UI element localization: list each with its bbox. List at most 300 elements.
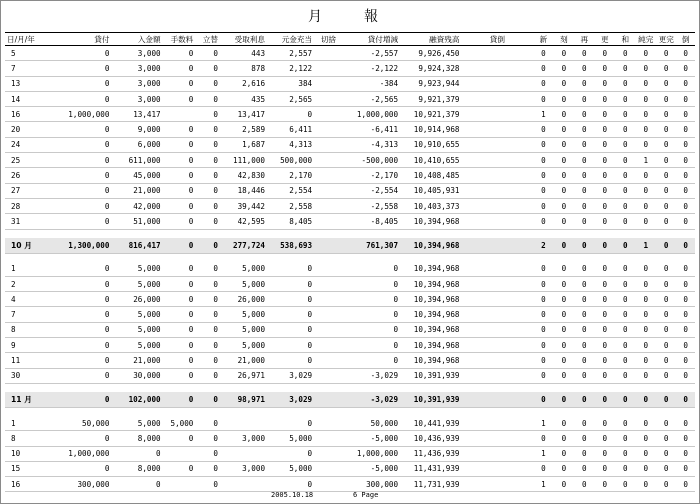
value-cell: 611,000 xyxy=(111,153,162,168)
value-cell: 0 xyxy=(195,353,220,368)
value-cell xyxy=(462,238,534,254)
value-cell: 0 xyxy=(615,353,635,368)
value-cell: 0 xyxy=(676,91,695,106)
date-cell: 10 月 xyxy=(5,238,60,254)
value-cell: 2,589 xyxy=(220,122,267,137)
value-cell: 21,000 xyxy=(111,353,162,368)
value-cell: 10,403,373 xyxy=(400,198,461,213)
value-cell: 0 xyxy=(574,183,594,198)
value-cell: -2,565 xyxy=(343,91,400,106)
value-cell: 0 xyxy=(533,46,553,61)
table-row xyxy=(5,122,695,137)
value-cell: 0 xyxy=(656,292,676,307)
value-cell: 0 xyxy=(615,91,635,106)
month-total-row xyxy=(5,238,695,254)
value-cell xyxy=(462,461,534,476)
value-cell xyxy=(314,61,343,76)
value-cell: 3,029 xyxy=(267,368,314,383)
value-cell: 0 xyxy=(533,198,553,213)
table-row xyxy=(5,107,695,122)
value-cell: 0 xyxy=(636,307,656,322)
value-cell: 0 xyxy=(195,368,220,383)
value-cell: 0 xyxy=(676,183,695,198)
value-cell: 0 xyxy=(595,338,615,353)
value-cell: 0 xyxy=(195,153,220,168)
value-cell: 0 xyxy=(267,446,314,461)
value-cell: 384 xyxy=(267,76,314,91)
value-cell: 8,000 xyxy=(111,431,162,446)
date-cell: 8 xyxy=(5,322,60,337)
value-cell: 0 xyxy=(615,461,635,476)
value-cell: 10,405,931 xyxy=(400,183,461,198)
value-cell: 0 xyxy=(676,416,695,431)
value-cell: 0 xyxy=(60,91,111,106)
value-cell: 4,313 xyxy=(267,137,314,152)
value-cell: 10,441,939 xyxy=(400,416,461,431)
value-cell: 0 xyxy=(195,46,220,61)
value-cell: 0 xyxy=(615,477,635,492)
value-cell: 761,307 xyxy=(343,238,400,254)
value-cell xyxy=(314,416,343,431)
value-cell xyxy=(314,446,343,461)
value-cell: 0 xyxy=(533,61,553,76)
value-cell: 0 xyxy=(676,338,695,353)
value-cell: 0 xyxy=(656,46,676,61)
value-cell: 0 xyxy=(195,431,220,446)
value-cell: 8,000 xyxy=(111,461,162,476)
value-cell: 0 xyxy=(676,61,695,76)
value-cell: 0 xyxy=(554,183,574,198)
value-cell: 0 xyxy=(656,416,676,431)
value-cell: 0 xyxy=(595,198,615,213)
column-header: 更完 xyxy=(656,33,676,46)
value-cell: 0 xyxy=(60,262,111,277)
value-cell: 0 xyxy=(615,292,635,307)
value-cell: 0 xyxy=(60,292,111,307)
value-cell: -5,000 xyxy=(343,431,400,446)
value-cell: 50,000 xyxy=(343,416,400,431)
table-row xyxy=(5,292,695,307)
value-cell xyxy=(314,183,343,198)
value-cell: 6,411 xyxy=(267,122,314,137)
value-cell: 0 xyxy=(533,338,553,353)
value-cell xyxy=(163,446,196,461)
value-cell: 0 xyxy=(615,238,635,254)
value-cell: -3,029 xyxy=(343,368,400,383)
value-cell: 0 xyxy=(343,338,400,353)
value-cell: 0 xyxy=(163,461,196,476)
value-cell xyxy=(220,477,267,492)
date-cell: 14 xyxy=(5,91,60,106)
table-body xyxy=(5,46,695,492)
value-cell: 45,000 xyxy=(111,168,162,183)
value-cell: 0 xyxy=(195,76,220,91)
value-cell xyxy=(462,198,534,213)
value-cell: 0 xyxy=(554,431,574,446)
value-cell: 0 xyxy=(554,416,574,431)
value-cell: 0 xyxy=(60,307,111,322)
value-cell: 0 xyxy=(615,46,635,61)
value-cell: 0 xyxy=(267,477,314,492)
value-cell: 0 xyxy=(636,276,656,291)
table-row xyxy=(5,477,695,492)
value-cell: 10,394,968 xyxy=(400,322,461,337)
value-cell: 1,000,000 xyxy=(60,446,111,461)
value-cell xyxy=(314,262,343,277)
column-header: 貸付 xyxy=(60,33,111,46)
value-cell: 0 xyxy=(574,322,594,337)
value-cell: 0 xyxy=(676,392,695,408)
value-cell: 0 xyxy=(595,46,615,61)
date-cell: 25 xyxy=(5,153,60,168)
value-cell: 0 xyxy=(60,392,111,408)
value-cell: 0 xyxy=(676,276,695,291)
value-cell: 0 xyxy=(60,46,111,61)
value-cell: 0 xyxy=(554,91,574,106)
value-cell: 0 xyxy=(163,292,196,307)
value-cell xyxy=(220,416,267,431)
value-cell: -500,000 xyxy=(343,153,400,168)
table-row xyxy=(5,91,695,106)
value-cell: 1 xyxy=(533,416,553,431)
value-cell: 0 xyxy=(163,262,196,277)
date-cell: 24 xyxy=(5,137,60,152)
value-cell: 0 xyxy=(533,392,553,408)
value-cell: 0 xyxy=(656,353,676,368)
value-cell: 0 xyxy=(574,238,594,254)
value-cell: 5,000 xyxy=(220,338,267,353)
value-cell: 0 xyxy=(343,292,400,307)
value-cell: 5,000 xyxy=(267,431,314,446)
value-cell: 0 xyxy=(636,416,656,431)
value-cell: 0 xyxy=(111,477,162,492)
value-cell: 0 xyxy=(615,183,635,198)
value-cell: 0 xyxy=(676,353,695,368)
value-cell: 13,417 xyxy=(220,107,267,122)
column-header: 切捨 xyxy=(314,33,343,46)
value-cell: 0 xyxy=(595,353,615,368)
value-cell: 0 xyxy=(636,168,656,183)
value-cell: 0 xyxy=(554,477,574,492)
value-cell: 0 xyxy=(636,461,656,476)
value-cell: 10,391,939 xyxy=(400,392,461,408)
value-cell: 0 xyxy=(615,307,635,322)
value-cell: 11,731,939 xyxy=(400,477,461,492)
value-cell: 0 xyxy=(195,446,220,461)
column-header: 刻 xyxy=(554,33,574,46)
value-cell: 0 xyxy=(533,276,553,291)
value-cell: 0 xyxy=(615,122,635,137)
value-cell: 0 xyxy=(554,76,574,91)
value-cell: 5,000 xyxy=(220,262,267,277)
value-cell: 0 xyxy=(163,338,196,353)
value-cell: -5,000 xyxy=(343,461,400,476)
value-cell: 0 xyxy=(195,477,220,492)
value-cell xyxy=(462,183,534,198)
value-cell: 0 xyxy=(656,262,676,277)
value-cell: 0 xyxy=(615,137,635,152)
value-cell: 0 xyxy=(676,107,695,122)
value-cell: 42,830 xyxy=(220,168,267,183)
value-cell: 0 xyxy=(595,292,615,307)
spacer-cell xyxy=(5,229,695,238)
value-cell: 0 xyxy=(574,353,594,368)
value-cell xyxy=(462,76,534,91)
value-cell: 1 xyxy=(636,153,656,168)
value-cell: 0 xyxy=(533,292,553,307)
value-cell: 9,926,450 xyxy=(400,46,461,61)
value-cell: 0 xyxy=(163,353,196,368)
value-cell: 10,410,655 xyxy=(400,153,461,168)
value-cell: 0 xyxy=(595,322,615,337)
value-cell: 2 xyxy=(533,238,553,254)
value-cell: 0 xyxy=(163,168,196,183)
table-row xyxy=(5,322,695,337)
value-cell: 878 xyxy=(220,61,267,76)
value-cell: 0 xyxy=(656,91,676,106)
date-cell: 8 xyxy=(5,431,60,446)
value-cell: 0 xyxy=(554,168,574,183)
value-cell: 0 xyxy=(163,61,196,76)
value-cell: 0 xyxy=(636,392,656,408)
value-cell: 0 xyxy=(656,183,676,198)
table-row xyxy=(5,153,695,168)
value-cell: 0 xyxy=(615,338,635,353)
value-cell: 0 xyxy=(533,91,553,106)
value-cell: 0 xyxy=(163,183,196,198)
value-cell: 0 xyxy=(533,431,553,446)
column-header: 手数料 xyxy=(163,33,196,46)
date-cell: 7 xyxy=(5,61,60,76)
value-cell: 0 xyxy=(615,276,635,291)
value-cell: 0 xyxy=(676,46,695,61)
value-cell: 10,394,968 xyxy=(400,262,461,277)
table-row xyxy=(5,168,695,183)
value-cell xyxy=(314,276,343,291)
date-cell: 4 xyxy=(5,292,60,307)
value-cell: 1,300,000 xyxy=(60,238,111,254)
value-cell: 0 xyxy=(636,46,656,61)
spacer-row xyxy=(5,407,695,416)
value-cell: 2,122 xyxy=(267,61,314,76)
value-cell: 111,000 xyxy=(220,153,267,168)
value-cell: 1 xyxy=(533,446,553,461)
value-cell xyxy=(462,262,534,277)
value-cell: 10,394,968 xyxy=(400,292,461,307)
value-cell: 10,391,939 xyxy=(400,368,461,383)
value-cell: 10,921,379 xyxy=(400,107,461,122)
value-cell: 0 xyxy=(195,137,220,152)
value-cell: 0 xyxy=(595,183,615,198)
column-header: 受取利息 xyxy=(220,33,267,46)
value-cell: 0 xyxy=(636,262,656,277)
value-cell: 0 xyxy=(676,446,695,461)
value-cell: 0 xyxy=(676,238,695,254)
value-cell: 0 xyxy=(163,122,196,137)
table-row xyxy=(5,183,695,198)
value-cell: 0 xyxy=(554,153,574,168)
value-cell: 0 xyxy=(574,214,594,229)
value-cell: 443 xyxy=(220,46,267,61)
value-cell: 0 xyxy=(574,153,594,168)
table-row xyxy=(5,46,695,61)
value-cell: 5,000 xyxy=(111,262,162,277)
value-cell: 0 xyxy=(636,61,656,76)
value-cell: 0 xyxy=(574,392,594,408)
value-cell: 10,394,968 xyxy=(400,214,461,229)
monthly-report-table xyxy=(5,32,695,492)
value-cell: 0 xyxy=(267,292,314,307)
value-cell: 0 xyxy=(60,137,111,152)
value-cell: 10,436,939 xyxy=(400,431,461,446)
value-cell xyxy=(462,276,534,291)
value-cell: 0 xyxy=(554,307,574,322)
value-cell: 3,000 xyxy=(220,461,267,476)
value-cell: 0 xyxy=(676,153,695,168)
value-cell: 0 xyxy=(656,461,676,476)
value-cell: 0 xyxy=(615,168,635,183)
value-cell xyxy=(314,122,343,137)
value-cell: 0 xyxy=(636,477,656,492)
value-cell xyxy=(163,477,196,492)
value-cell: 300,000 xyxy=(60,477,111,492)
value-cell: 10,394,968 xyxy=(400,353,461,368)
value-cell: 21,000 xyxy=(220,353,267,368)
value-cell: 0 xyxy=(533,183,553,198)
value-cell: 0 xyxy=(533,214,553,229)
value-cell xyxy=(314,338,343,353)
date-cell: 26 xyxy=(5,168,60,183)
value-cell xyxy=(314,461,343,476)
value-cell: 0 xyxy=(574,276,594,291)
value-cell: 2,558 xyxy=(267,198,314,213)
value-cell: 3,000 xyxy=(111,61,162,76)
value-cell: 0 xyxy=(615,107,635,122)
value-cell: 2,616 xyxy=(220,76,267,91)
value-cell: 0 xyxy=(656,137,676,152)
value-cell: 0 xyxy=(163,46,196,61)
value-cell: 21,000 xyxy=(111,183,162,198)
table-row xyxy=(5,262,695,277)
value-cell: 0 xyxy=(595,431,615,446)
value-cell: 0 xyxy=(195,262,220,277)
value-cell: 0 xyxy=(554,61,574,76)
value-cell: 1 xyxy=(533,107,553,122)
value-cell: 0 xyxy=(656,276,676,291)
value-cell: 0 xyxy=(533,353,553,368)
value-cell: 0 xyxy=(656,214,676,229)
value-cell: 0 xyxy=(163,322,196,337)
print-date: 2005.10.18 xyxy=(271,491,314,499)
value-cell: 0 xyxy=(636,198,656,213)
value-cell xyxy=(462,91,534,106)
value-cell: 1 xyxy=(533,477,553,492)
value-cell: 0 xyxy=(163,368,196,383)
value-cell: 0 xyxy=(615,392,635,408)
value-cell: 0 xyxy=(636,353,656,368)
value-cell: 0 xyxy=(595,153,615,168)
value-cell: 42,000 xyxy=(111,198,162,213)
value-cell: 5,000 xyxy=(267,461,314,476)
date-cell: 28 xyxy=(5,198,60,213)
value-cell: 0 xyxy=(656,153,676,168)
value-cell: 300,000 xyxy=(343,477,400,492)
value-cell xyxy=(462,446,534,461)
value-cell xyxy=(462,392,534,408)
value-cell xyxy=(314,153,343,168)
value-cell: 0 xyxy=(343,322,400,337)
value-cell: 0 xyxy=(554,198,574,213)
value-cell xyxy=(314,168,343,183)
value-cell: 1 xyxy=(636,238,656,254)
value-cell: 0 xyxy=(163,137,196,152)
value-cell: 0 xyxy=(195,322,220,337)
value-cell: 816,417 xyxy=(111,238,162,254)
value-cell: 9,923,944 xyxy=(400,76,461,91)
date-cell: 27 xyxy=(5,183,60,198)
value-cell: 0 xyxy=(554,107,574,122)
date-cell: 1 xyxy=(5,262,60,277)
value-cell xyxy=(462,431,534,446)
value-cell: 5,000 xyxy=(111,276,162,291)
value-cell: 0 xyxy=(195,276,220,291)
date-cell: 20 xyxy=(5,122,60,137)
date-cell: 31 xyxy=(5,214,60,229)
value-cell xyxy=(220,446,267,461)
spacer-cell xyxy=(5,383,695,392)
value-cell: 0 xyxy=(615,262,635,277)
value-cell: 0 xyxy=(636,338,656,353)
value-cell: 0 xyxy=(343,353,400,368)
value-cell: 0 xyxy=(195,91,220,106)
value-cell: 0 xyxy=(574,446,594,461)
value-cell: 0 xyxy=(615,446,635,461)
value-cell: -384 xyxy=(343,76,400,91)
value-cell: 0 xyxy=(574,107,594,122)
value-cell xyxy=(314,76,343,91)
value-cell: 0 xyxy=(533,322,553,337)
date-cell: 11 月 xyxy=(5,392,60,408)
table-row xyxy=(5,338,695,353)
value-cell: 0 xyxy=(554,368,574,383)
value-cell: 0 xyxy=(615,368,635,383)
value-cell: 0 xyxy=(676,322,695,337)
value-cell: 0 xyxy=(163,392,196,408)
date-cell: 11 xyxy=(5,353,60,368)
value-cell: 5,000 xyxy=(111,416,162,431)
value-cell: 0 xyxy=(636,322,656,337)
value-cell: 0 xyxy=(656,168,676,183)
value-cell: 0 xyxy=(656,238,676,254)
value-cell: 0 xyxy=(533,262,553,277)
value-cell: 0 xyxy=(554,137,574,152)
value-cell: 0 xyxy=(595,61,615,76)
table-row xyxy=(5,137,695,152)
spacer-row xyxy=(5,253,695,262)
value-cell: 0 xyxy=(60,461,111,476)
date-cell: 16 xyxy=(5,477,60,492)
value-cell: 0 xyxy=(656,76,676,91)
column-header: 更 xyxy=(595,33,615,46)
value-cell: 5,000 xyxy=(163,416,196,431)
spacer-row xyxy=(5,229,695,238)
value-cell: 0 xyxy=(656,338,676,353)
value-cell: 0 xyxy=(574,416,594,431)
value-cell: 3,000 xyxy=(111,76,162,91)
value-cell xyxy=(462,477,534,492)
value-cell: 3,000 xyxy=(220,431,267,446)
value-cell: 0 xyxy=(195,107,220,122)
